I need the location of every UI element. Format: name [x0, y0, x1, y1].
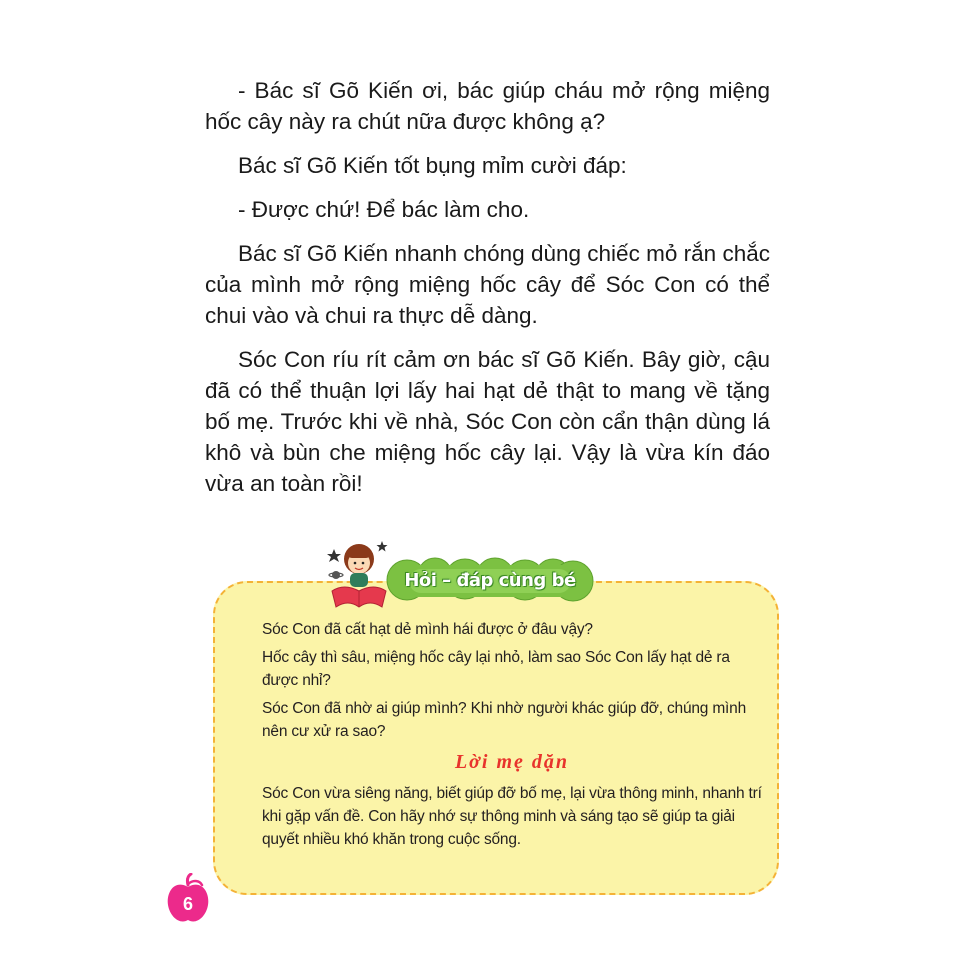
- qa-badge-label: Hỏi – đáp cùng bé: [404, 569, 576, 591]
- story-paragraph: Bác sĩ Gõ Kiến nhanh chóng dùng chiếc mỏ rắn chắc của mình mở rộng miệng hốc cây để Sóc Con có thể chui vào và chui ra thực dễ dàng.: [205, 241, 770, 328]
- advice-text: Sóc Con vừa siêng năng, biết giúp đỡ bố mẹ, lại vừa thông minh, nhanh trí khi gặp vấn đề. Con hãy nhớ sự thông minh và sáng tạo sẽ giúp ta giải quyết nhiều khó khăn trong cuộc sống.: [262, 785, 762, 848]
- story-paragraph: - Bác sĩ Gõ Kiến ơi, bác giúp cháu mở rộng miệng hốc cây này ra chút nữa được không ạ?: [205, 78, 770, 134]
- advice-title: Lời mẹ dặn: [454, 751, 570, 773]
- qa-question: Sóc Con đã cất hạt dẻ mình hái được ở đâu vậy?: [262, 621, 593, 638]
- story-text: [205, 75, 770, 512]
- child-reading-book-icon: [322, 535, 392, 615]
- page-number: 6: [182, 893, 193, 914]
- qa-question: Sóc Con đã nhờ ai giúp mình? Khi nhờ người khác giúp đỡ, chúng mình nên cư xử ra sao?: [262, 700, 746, 740]
- story-paragraph: Sóc Con ríu rít cảm ơn bác sĩ Gõ Kiến. Bây giờ, cậu đã có thể thuận lợi lấy hai hạt dẻ thật to mang về tặng bố mẹ. Trước khi về nhà, Sóc Con còn cẩn thận dùng lá khô và bùn che miệng hốc cây lại. Vậy là vừa kín đáo vừa an toàn rồi!: [205, 347, 770, 496]
- story-paragraph: Bác sĩ Gõ Kiến tốt bụng mỉm cười đáp:: [238, 153, 627, 178]
- qa-question: Hốc cây thì sâu, miệng hốc cây lại nhỏ, làm sao Sóc Con lấy hạt dẻ ra được nhỉ?: [262, 649, 730, 689]
- qa-content: [262, 618, 762, 856]
- story-paragraph: - Được chứ! Để bác làm cho.: [238, 197, 530, 222]
